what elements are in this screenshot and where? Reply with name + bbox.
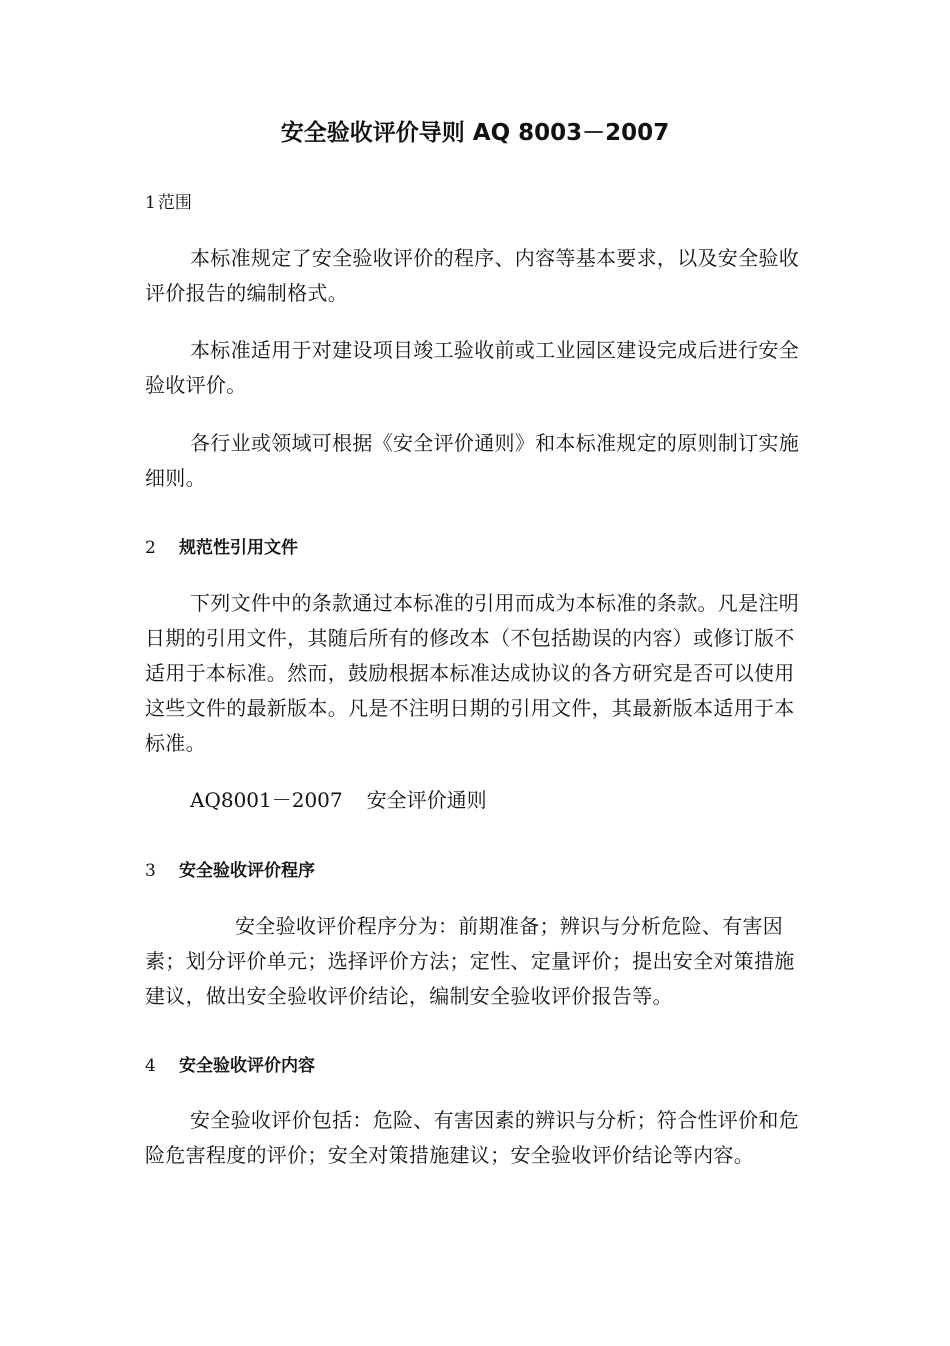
section-1-paragraph-3: 各行业或领域可根据《安全评价通则》和本标准规定的原则制订实施细则。 xyxy=(145,431,799,490)
section-4-title: 安全验收评价内容 xyxy=(179,1056,315,1076)
section-3-number: 3 xyxy=(145,861,156,881)
section-2-title: 规范性引用文件 xyxy=(179,538,298,558)
reference-code: AQ8001－2007 xyxy=(190,788,343,812)
section-3-heading xyxy=(145,859,315,883)
reference-name: 安全评价通则 xyxy=(366,788,487,812)
section-1-heading xyxy=(145,191,192,215)
section-2-reference xyxy=(190,783,487,818)
section-1-number: 1 xyxy=(145,193,156,213)
section-4-heading xyxy=(145,1054,315,1078)
section-1-paragraph-1: 本标准规定了安全验收评价的程序、内容等基本要求，以及安全验收评价报告的编制格式。 xyxy=(145,246,799,305)
document-title: 安全验收评价导则 AQ 8003－2007 xyxy=(280,120,670,146)
section-2-heading xyxy=(145,536,298,560)
section-4-number: 4 xyxy=(145,1056,156,1076)
section-3-title: 安全验收评价程序 xyxy=(179,861,315,881)
section-4-paragraph-1: 安全验收评价包括：危险、有害因素的辨识与分析；符合性评价和危险危害程度的评价；安全对策措施建议；安全验收评价结论等内容。 xyxy=(145,1108,799,1167)
section-3-paragraph-1: 安全验收评价程序分为：前期准备；辨识与分析危险、有害因素；划分评价单元；选择评价方法；定性、定量评价；提出安全对策措施建议，做出安全验收评价结论，编制安全验收评价报告等。 xyxy=(145,914,795,1008)
section-2-number: 2 xyxy=(145,538,156,558)
section-1-title: 范围 xyxy=(157,193,192,213)
section-2-paragraph-1: 下列文件中的条款通过本标准的引用而成为本标准的条款。凡是注明日期的引用文件，其随后所有的修改本（不包括勘误的内容）或修订版不适用于本标准。然而，鼓励根据本标准达成协议的各方研究是否可以使用这些文件的最新版本。凡是不注明日期的引用文件，其最新版本适用于本标准。 xyxy=(145,591,799,755)
section-1-paragraph-2: 本标准适用于对建设项目竣工验收前或工业园区建设完成后进行安全验收评价。 xyxy=(145,338,799,397)
